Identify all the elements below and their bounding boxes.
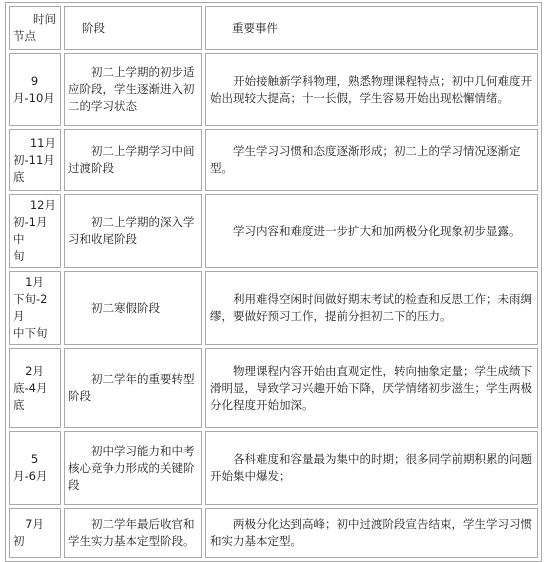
time-line: 旬: [13, 249, 25, 263]
table-row: [9, 271, 538, 345]
table-row: [9, 194, 538, 268]
stage-cell: 初二学年最后收官和学生实力基本定型阶段。: [64, 508, 202, 558]
time-line: 底: [13, 169, 25, 184]
event-cell: 学生学习习惯和态度逐渐形成；初二上的学习情况逐渐定型。: [205, 129, 538, 191]
header-stage-cell: [64, 6, 202, 50]
header-stage-label: 阶段: [82, 20, 105, 35]
table-row: [9, 508, 538, 558]
header-time-line2: 节点: [13, 29, 36, 43]
stage-cell: 初二学年的重要转型阶段: [64, 348, 202, 428]
header-event-cell: [205, 6, 538, 50]
time-cell: [9, 508, 61, 558]
time-line: 7月: [25, 517, 44, 531]
time-line: 底-4月底: [13, 380, 48, 412]
time-line: 1月: [25, 275, 44, 289]
time-cell: [9, 194, 61, 268]
stage-cell: 初二上学期的初步适应阶段，学生逐渐进入初二的学习状态: [64, 53, 202, 126]
event-cell: 学习内容和难度进一步扩大和加两极分化现象初步显露。: [205, 194, 538, 268]
time-cell: [9, 431, 61, 505]
event-cell: 开始接触新学科物理，熟悉物理课程特点；初中几何难度开始出现较大提高；十一长假，学生容易开始出现松懈情绪。: [205, 53, 538, 126]
table-header-row: [9, 6, 538, 50]
event-cell: 各科难度和容量最为集中的时期；很多同学前期积累的问题开始集中爆发；: [205, 431, 538, 505]
time-cell: [9, 53, 61, 126]
time-line: 月-6月: [13, 469, 48, 483]
time-cell: [9, 129, 61, 191]
table-row: [9, 431, 538, 505]
event-cell: 利用难得空闲时间做好期末考试的检查和反思工作；未雨绸缪，要做好预习工作，提前分担初二下的压力。: [205, 271, 538, 345]
time-line: 5: [30, 452, 39, 466]
time-line: 11月: [29, 135, 56, 150]
time-cell: [9, 271, 61, 345]
stage-cell: 初二上学期学习中间过渡阶段: [64, 129, 202, 191]
time-line: 2月: [25, 363, 44, 378]
event-cell: 物理课程内容开始由直观定性，转向抽象定量；学生成绩下滑明显，导致学习兴趣开始下降，厌学情绪初步滋生；学生两极分化程度开始加深。: [205, 348, 538, 428]
table-row: [9, 53, 538, 126]
header-time-cell: [9, 6, 61, 50]
stage-cell: 初中学习能力和中考核心竞争力形成的关键阶段: [64, 431, 202, 505]
time-line: 初-11月: [13, 152, 55, 167]
time-line: 月-10月: [13, 90, 55, 105]
time-cell: [9, 348, 61, 428]
table-row: [9, 348, 538, 428]
stage-cell: 初二上学期的深入学习和收尾阶段: [64, 194, 202, 268]
time-line: 12月: [29, 198, 56, 212]
time-line: 初-1月中: [13, 215, 48, 246]
time-line: 下旬-2月: [13, 292, 48, 323]
header-event-label: 重要事件: [232, 20, 278, 35]
header-time-line1: 时间: [33, 12, 56, 26]
time-line: 初: [13, 534, 25, 548]
event-cell: 两极分化达到高峰；初中过渡阶段宣告结束，学生学习习惯和实力基本定型。: [205, 508, 538, 558]
schedule-table: [5, 2, 542, 562]
table-row: [9, 129, 538, 191]
time-line: 中下旬: [13, 326, 48, 340]
stage-cell: 初二寒假阶段: [64, 271, 202, 345]
time-line: 9: [30, 73, 39, 88]
